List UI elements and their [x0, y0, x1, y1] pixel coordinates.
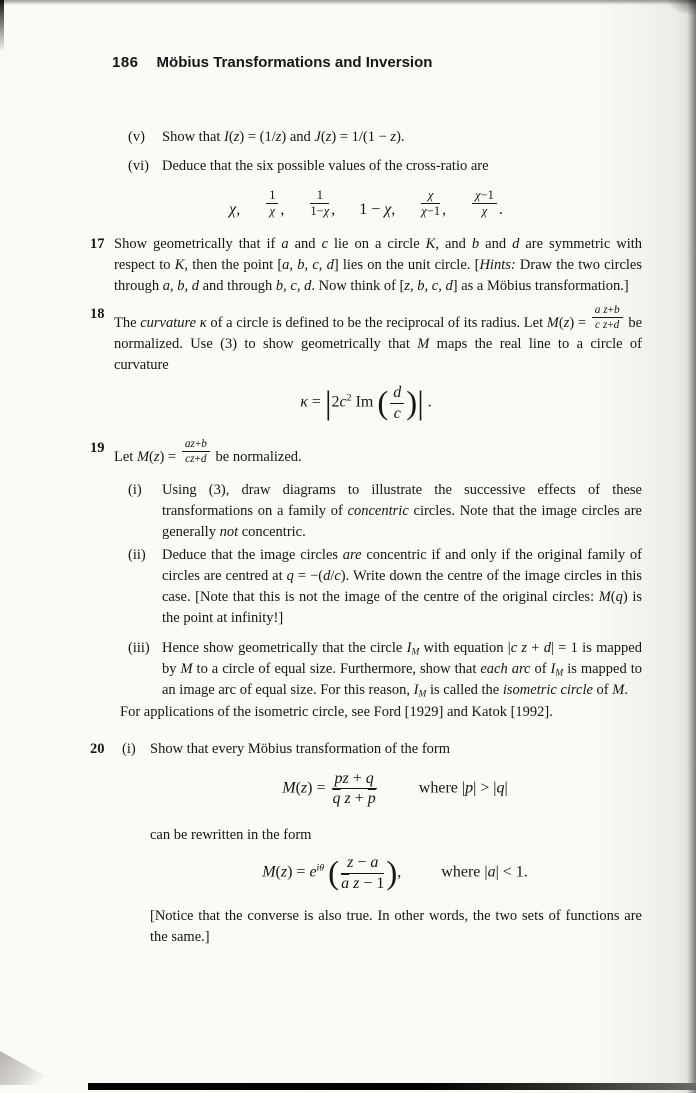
exercise-19-part-iii: [128, 638, 642, 701]
mobius-form-formula: M(z) = $\frac{pz + q}{\overline{q} z + \overline{p}}$ where |p| > |q|: [282, 769, 508, 808]
rewritten-form-formula: $M(z) = e^{i\theta}$ ( $\frac{z - a}{\overline{a} z - 1}$ ), where |a| < 1.: [262, 854, 528, 893]
exercise-19-number: 19: [90, 439, 105, 456]
exercise-20-middle-text: can be rewritten in the form: [150, 827, 312, 844]
part-i-intro: Show that every Möbius transformation of the form: [150, 740, 451, 757]
scan-bottom-left-smudge: [0, 1051, 62, 1085]
curvature-formula: $\kappa = |2c^2$ Im ( $\frac{d}{c}$ )| .: [300, 384, 432, 422]
exercise-19-part-i: [128, 480, 642, 543]
exercise-19-note: For applications of the isometric circle, see Ford [1929] and Katok [1992].: [120, 703, 553, 720]
cross-ratio-formula: χ, $\frac{1}{\chi}$ , $\frac{1}{1-\chi}$ , 1 − χ, $\frac{\chi}{\chi-1}$ , $\frac{\chi-1}{\chi}$ .: [229, 188, 503, 219]
part-v-text: Show that I(z) = (1/z) and J(z) = 1/(1 − z).: [162, 129, 405, 145]
part-iii-label: (iii): [128, 639, 150, 656]
exercise-part-vi: [128, 156, 642, 177]
page-content: [90, 0, 642, 948]
exercise-18-number: 18: [90, 306, 105, 323]
exercise-20-part-i: [122, 739, 642, 760]
exercise-17-text: Show geometrically that if a and c lie on a circle K, and b and d are symmetric with respect to K, then the point [a, b, c, d] lies on the unit circle. [Hints: Draw the two circles through a, b, d and through b, c, d. Now think of [z, b, c, d] as a Möbius transformation.]: [114, 236, 643, 295]
exercise-19-part-ii: [128, 545, 642, 629]
part-v-label: (v): [128, 129, 145, 145]
part-vi-label: (vi): [128, 158, 149, 174]
exercise-18-text: The curvature κ of a circle is defined to be the reciprocal of its radius. Let M(z) = $\frac{\text{a z+b}}{\text{c z+d}}$ be normalized. Use (3) to show geometrically that M maps the real line to a circle of curvature: [114, 304, 643, 374]
part-i-label: (i): [128, 481, 142, 498]
page-number: 186: [112, 54, 139, 71]
exercise-20-body: [114, 739, 642, 948]
page-header: [112, 52, 642, 73]
exercise-19: [90, 438, 642, 468]
part-i-text: Using (3), draw diagrams to illustrate the successive effects of these transformations on a family of concentric circles. Note that the image circles are generally not concentric.: [162, 481, 642, 540]
exercise-17: [90, 234, 642, 297]
part-ii-text: Deduce that the image circles are concentric if and only if the original family of circles are centred at q = −(d/c). Write down the centre of the image circles in this case. [Note that this is not the image of the centre of the original circles: M(q) is the point at infinity!]: [162, 546, 642, 626]
exercise-part-v: [128, 127, 642, 148]
exercise-20-number: 20: [90, 740, 105, 757]
chapter-title: Möbius Transformations and Inversion: [156, 54, 433, 71]
part-i-label: (i): [122, 740, 136, 757]
part-vi-text: Deduce that the six possible values of the cross-ratio are: [162, 158, 489, 174]
exercise-17-number: 17: [90, 236, 105, 253]
scan-corner-shadow: [666, 0, 696, 16]
exercise-20: [90, 739, 642, 948]
exercise-19-intro: Let M(z) = $\frac{az+b}{cz+d}$ be normalized.: [114, 437, 302, 466]
scan-bottom-bar: [88, 1083, 696, 1090]
part-ii-label: (ii): [128, 546, 146, 563]
scan-right-shadow: [687, 0, 696, 1093]
exercise-18: [90, 304, 642, 376]
part-iii-text: Hence show geometrically that the circle $I_M$ with equation |c z + d| = 1 is mapped by M to a circle of equal size. Furthermore, show that each arc of $I_M$ is mapped to an image arc of equal size. For this reason, $I_M$ is called the isometric circle of M.: [162, 639, 642, 700]
exercise-20-note: [Notice that the converse is also true. In other words, the two sets of functions are the same.]: [150, 907, 642, 945]
scan-left-sliver: [0, 0, 4, 52]
